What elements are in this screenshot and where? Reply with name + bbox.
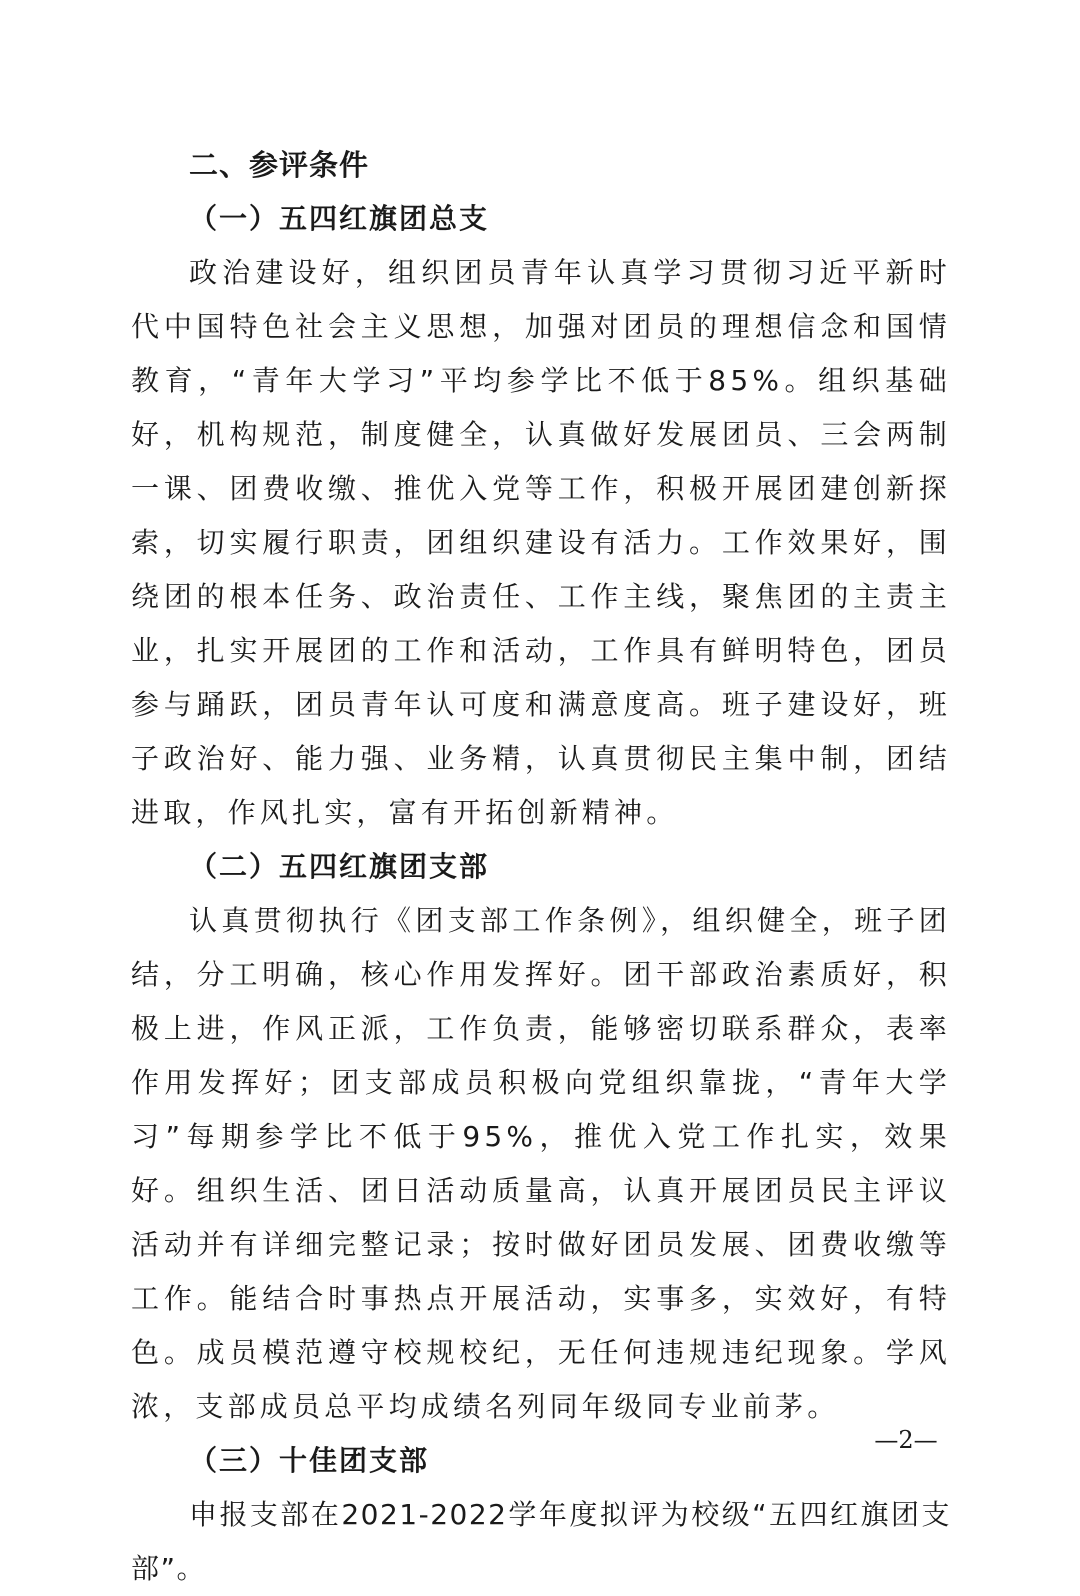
document-body xyxy=(131,138,951,1596)
page-number: —2— xyxy=(874,1426,938,1454)
subsection-paragraph-3: 申报支部在2021-2022学年度拟评为校级“五四红旗团支部”。 xyxy=(131,1498,951,1585)
section-heading: 二、参评条件 xyxy=(189,148,370,182)
subsection-paragraph-2: 认真贯彻执行《团支部工作条例》，组织健全，班子团结，分工明确，核心作用发挥好。团干部政治素质好，积极上进，作风正派，工作负责，能够密切联系群众，表率作用发挥好；团支部成员积极向党组织靠拢，“青年大学习”每期参学比不低于95%，推优入党工作扎实，效果好。组织生活、团日活动质量高，认真开展团员民主评议活动并有详细完整记录；按时做好团员发展、团费收缴等工作。能结合时事热点开展活动，实事多，实效好，有特色。成员模范遵守校规校纪，无任何违规违纪现象。学风浓，支部成员总平均成绩名列同年级同专业前茅。 xyxy=(131,904,951,1423)
subsection-paragraph-1: 政治建设好，组织团员青年认真学习贯彻习近平新时代中国特色社会主义思想，加强对团员的理想信念和国情教育，“青年大学习”平均参学比不低于85%。组织基础好，机构规范，制度健全，认真做好发展团员、三会两制一课、团费收缴、推优入党等工作，积极开展团建创新探索，切实履行职责，团组织建设有活力。工作效果好，围绕团的根本任务、政治责任、工作主线，聚焦团的主责主业，扎实开展团的工作和活动，工作具有鲜明特色，团员参与踊跃，团员青年认可度和满意度高。班子建设好，班子政治好、能力强、业务精，认真贯彻民主集中制，团结进取，作风扎实，富有开拓创新精神。 xyxy=(131,256,951,829)
subsection-heading-1: （一）五四红旗团总支 xyxy=(189,202,490,235)
subsection-heading-2: （二）五四红旗团支部 xyxy=(189,850,490,883)
subsection-heading-3: （三）十佳团支部 xyxy=(189,1444,430,1477)
